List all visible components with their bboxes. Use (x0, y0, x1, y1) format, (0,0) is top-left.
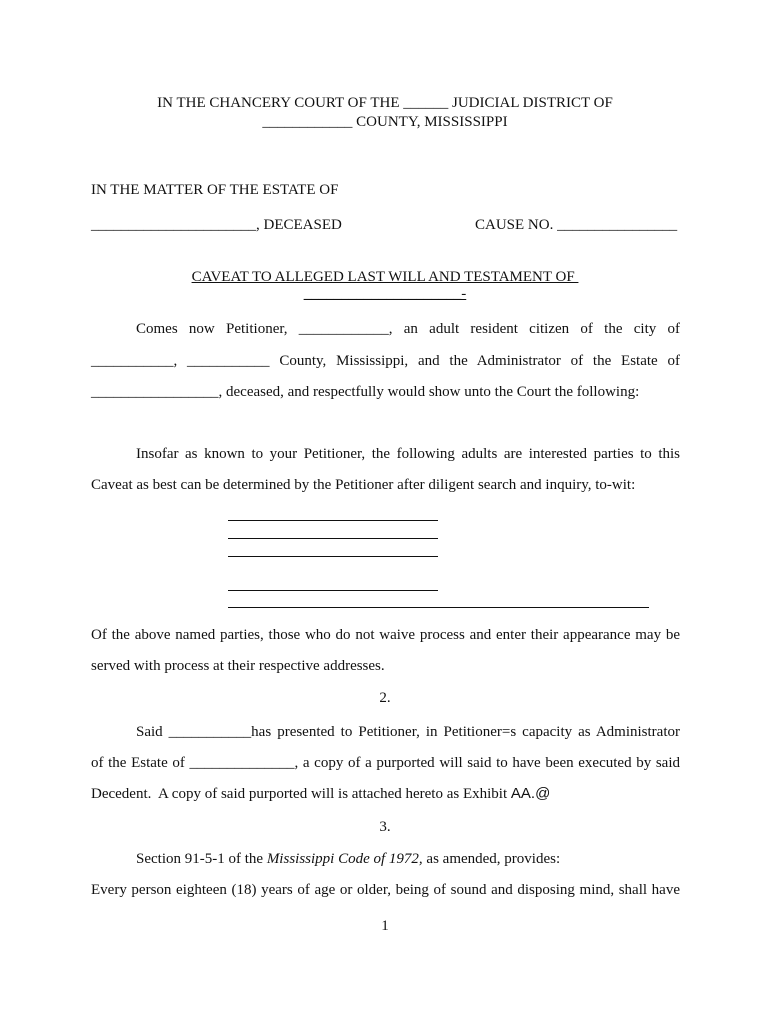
cause-number: CAUSE NO. ________________ (475, 217, 678, 233)
paragraph1-line2: ___________, ___________ County, Mississippi, and the Administrator of the Estate of (91, 353, 680, 369)
section3-line1-pre: Section 91-5-1 of the (136, 851, 267, 867)
exhibit-label-glyphs: AA.@ (510, 785, 551, 802)
statute-citation: Mississippi Code of 1972, (266, 851, 423, 867)
deceased-line: ______________________, DECEASED (91, 217, 342, 233)
paragraph1-line3: _________________, deceased, and respectfully would show unto the Court the following: (91, 384, 640, 400)
party-blank-line (228, 538, 438, 539)
section3-line1 (136, 850, 560, 868)
page-number: 1 (381, 918, 389, 934)
court-heading-line1: IN THE CHANCERY COURT OF THE ______ JUDICIAL DISTRICT OF (157, 95, 613, 111)
section3-line2: Every person eighteen (18) years of age or older, being of sound and disposing mind, shall have (91, 882, 680, 898)
section2-line2: of the Estate of ______________, a copy of a purported will said to have been executed by said (91, 755, 680, 771)
document-title-line1: CAVEAT TO ALLEGED LAST WILL AND TESTAMENT OF (191, 269, 579, 285)
section-number-2: 2. (379, 690, 391, 706)
paragraph3-line1: Of the above named parties, those who do not waive process and enter their appearance may be (91, 627, 680, 643)
section-number-3: 3. (379, 819, 391, 835)
party-blank-line (228, 556, 438, 557)
paragraph3-line2: served with process at their respective addresses. (91, 658, 385, 674)
estate-of-label: IN THE MATTER OF THE ESTATE OF (91, 182, 339, 198)
section2-line3 (91, 785, 550, 803)
party-address-blank-line (228, 607, 649, 608)
paragraph1-line1: Comes now Petitioner, ____________, an adult resident citizen of the city of (136, 321, 680, 337)
section2-line1: Said ___________has presented to Petitioner, in Petitioner=s capacity as Administrator (136, 724, 680, 740)
section3-line1-post: as amended, provides: (422, 851, 561, 867)
party-blank-line (228, 590, 438, 591)
paragraph2-line2: Caveat as best can be determined by the Petitioner after diligent search and inquiry, to-wit: (91, 477, 636, 493)
court-heading-line2: ____________ COUNTY, MISSISSIPPI (262, 114, 508, 130)
document-title-line2: _____________________- (303, 286, 467, 302)
paragraph2-line1: Insofar as known to your Petitioner, the following adults are interested parties to this (136, 446, 680, 462)
party-blank-line (228, 520, 438, 521)
section2-line3-text: Decedent. A copy of said purported will is attached hereto as Exhibit (91, 786, 511, 802)
